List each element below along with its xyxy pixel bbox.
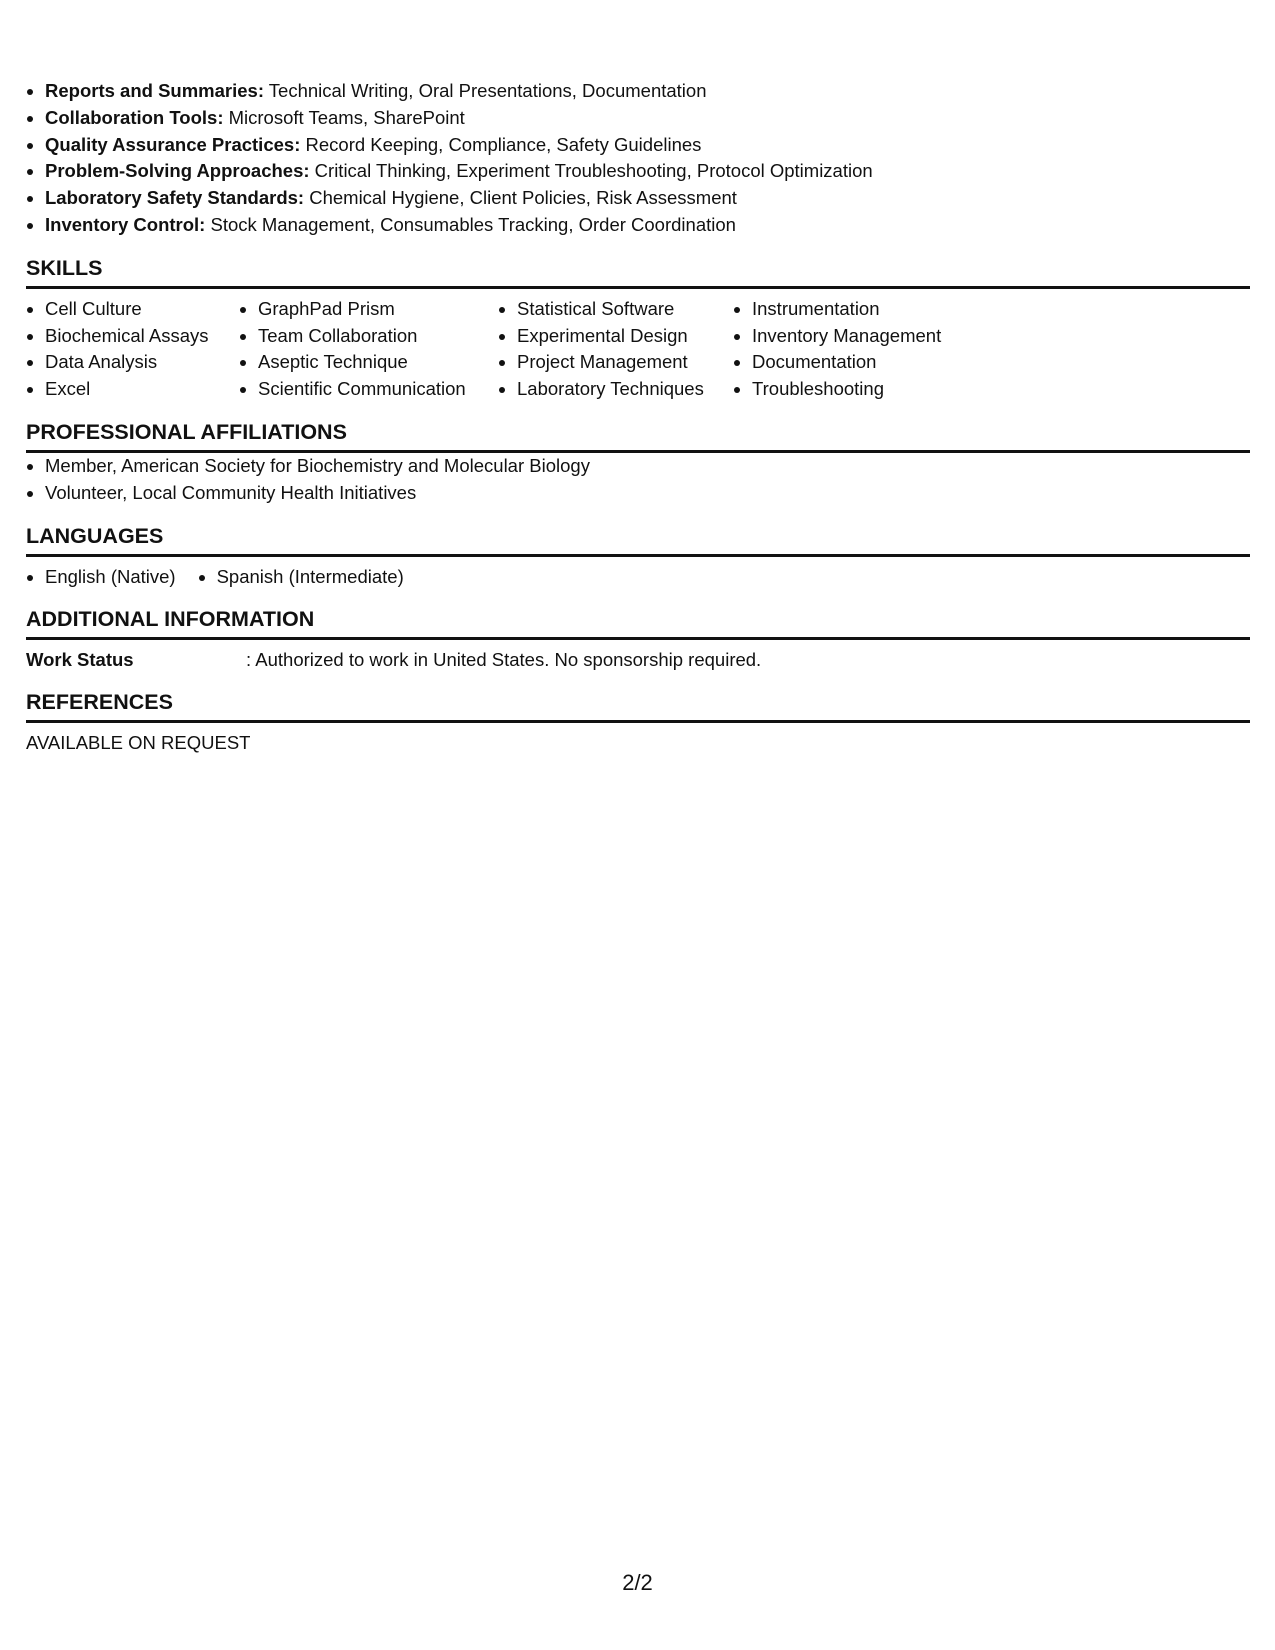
list-item xyxy=(26,132,1250,159)
item-value: Chemical Hygiene, Client Policies, Risk Assessment xyxy=(309,187,737,209)
languages-section xyxy=(26,523,1250,591)
section-title-affiliations: PROFESSIONAL AFFILIATIONS xyxy=(26,419,1250,453)
list-item xyxy=(26,105,1250,132)
item-value: Critical Thinking, Experiment Troubleshooting, Protocol Optimization xyxy=(314,160,873,182)
list-item: Member, American Society for Biochemistry and Molecular Biology xyxy=(26,453,1250,480)
references-section xyxy=(26,689,1250,756)
section-title-references: REFERENCES xyxy=(26,689,1250,723)
skill-item: Scientific Communication xyxy=(239,376,498,403)
item-label: Quality Assurance Practices: xyxy=(45,133,301,155)
skills-column xyxy=(239,296,498,403)
language-item: Spanish (Intermediate) xyxy=(198,564,404,591)
skill-item: Cell Culture xyxy=(26,296,239,323)
list-item: Volunteer, Local Community Health Initiatives xyxy=(26,480,1250,507)
additional-info-section xyxy=(26,606,1250,673)
skill-item: GraphPad Prism xyxy=(239,296,498,323)
skill-item: Inventory Management xyxy=(733,323,973,350)
skill-item: Data Analysis xyxy=(26,349,239,376)
skill-item: Laboratory Techniques xyxy=(498,376,733,403)
item-label: Laboratory Safety Standards: xyxy=(45,187,305,209)
item-label: Inventory Control: xyxy=(45,213,206,235)
item-value: Record Keeping, Compliance, Safety Guidelines xyxy=(305,133,702,155)
item-value: Stock Management, Consumables Tracking, Order Coordination xyxy=(210,213,736,235)
item-value: Microsoft Teams, SharePoint xyxy=(228,106,465,128)
affiliations-list xyxy=(26,453,1250,507)
list-item xyxy=(26,212,1250,239)
technical-skills-list xyxy=(26,78,1250,239)
section-title-skills: SKILLS xyxy=(26,255,1250,289)
language-item: English (Native) xyxy=(26,564,176,591)
languages-row xyxy=(26,564,1250,591)
work-status-value: : Authorized to work in United States. No sponsorship required. xyxy=(246,649,762,671)
references-text: AVAILABLE ON REQUEST xyxy=(26,732,251,754)
skills-column xyxy=(733,296,973,403)
skill-item: Biochemical Assays xyxy=(26,323,239,350)
skill-item: Team Collaboration xyxy=(239,323,498,350)
item-label: Collaboration Tools: xyxy=(45,106,224,128)
skill-item: Experimental Design xyxy=(498,323,733,350)
skill-item: Instrumentation xyxy=(733,296,973,323)
skill-item: Statistical Software xyxy=(498,296,733,323)
work-status-row xyxy=(26,647,1250,673)
skills-grid xyxy=(26,296,1250,403)
languages-list xyxy=(26,564,426,591)
work-status-label: Work Status xyxy=(26,649,134,671)
affiliations-section xyxy=(26,419,1250,507)
skill-item: Documentation xyxy=(733,349,973,376)
section-title-languages: LANGUAGES xyxy=(26,523,1250,557)
skill-item: Troubleshooting xyxy=(733,376,973,403)
section-title-additional-info: ADDITIONAL INFORMATION xyxy=(26,606,1250,640)
list-item xyxy=(26,158,1250,185)
list-item xyxy=(26,185,1250,212)
page-number: 2/2 xyxy=(622,1570,653,1595)
skills-column xyxy=(498,296,733,403)
list-item xyxy=(26,78,1250,105)
resume-page-2 xyxy=(26,78,1250,756)
item-value: Technical Writing, Oral Presentations, Documentation xyxy=(268,80,707,101)
item-label: Problem-Solving Approaches: xyxy=(45,160,310,182)
skills-section xyxy=(26,255,1250,403)
skill-item: Aseptic Technique xyxy=(239,349,498,376)
item-label: Reports and Summaries: xyxy=(45,80,264,101)
skill-item: Excel xyxy=(26,376,239,403)
skill-item: Project Management xyxy=(498,349,733,376)
skills-column xyxy=(26,296,239,403)
